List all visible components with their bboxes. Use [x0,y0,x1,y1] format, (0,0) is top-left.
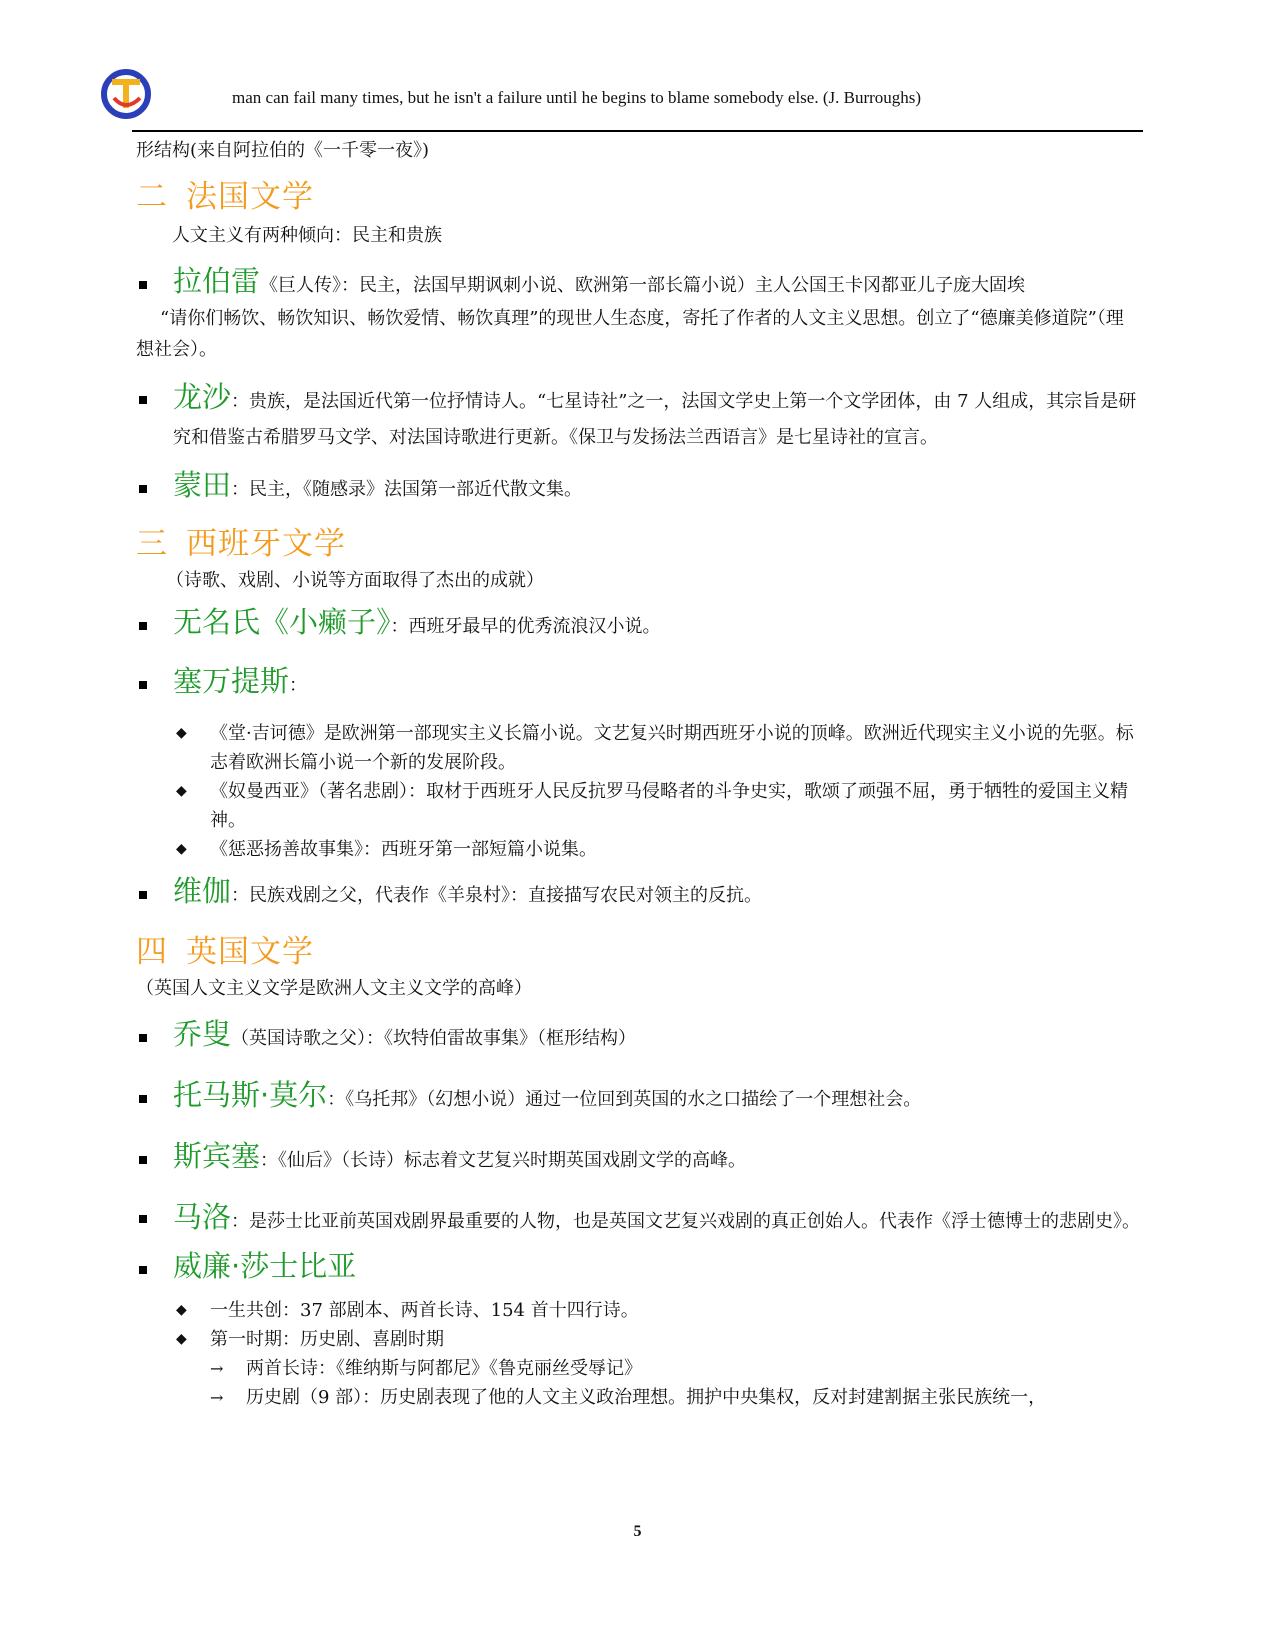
top-line: 形结构(来自阿拉伯的《一千零一夜》) [136,140,430,161]
work-text: 《堂·吉诃德》是欧洲第一部现实主义长篇小说。文艺复兴时期西班牙小说的顶峰。欧洲近代现实主义小说的先驱。标志着欧洲长篇小说一个新的发展阶段。 [210,723,1134,773]
section-title-text: 法国文学 [186,179,314,215]
work-text: 《惩恶扬善故事集》：西班牙第一部短篇小说集。 [210,839,597,860]
diamond-bullet-icon: ◆ [176,1302,187,1318]
author-name: 维伽 [173,874,232,908]
item-text: （英国诗歌之父）：《坎特伯雷故事集》（框形结构） [231,1028,637,1049]
author-name: 无名氏《小癞子》 [173,605,391,639]
section-intro: 人文主义有两种倾向：民主和贵族 [172,225,442,246]
item-text: ： [289,675,308,696]
work-text: 历史剧（9 部）：历史剧表现了他的人文主义政治理想。拥护中央集权，反对封建割据主张民族统一， [246,1387,1047,1408]
list-item [136,1139,1141,1178]
section-intro: （诗歌、戏剧、小说等方面取得了杰出的成就） [166,570,544,591]
list-item [136,719,1141,777]
square-bullet-icon [139,1215,147,1223]
list-item [136,777,1141,835]
square-bullet-icon [139,891,147,899]
section-number: 四 [136,934,168,970]
author-name: 托马斯·莫尔 [173,1078,328,1112]
square-bullet-icon [139,1034,147,1042]
header-rule [132,130,1143,132]
item-text: ：《仙后》（长诗）标志着文艺复兴时期英国戏剧文学的高峰。 [260,1150,747,1171]
section-title-text: 英国文学 [186,934,314,970]
diamond-bullet-icon: ◆ [176,725,187,741]
list-item [136,1017,1141,1056]
page-number: 5 [633,1523,642,1540]
section-title-spain [136,525,1141,563]
page-content [136,138,1141,1412]
square-bullet-icon [139,1156,147,1164]
item-text: ：民主，《随感录》法国第一部近代散文集。 [231,479,583,500]
cervantes-works [136,719,1141,864]
square-bullet-icon [139,281,147,289]
author-name: 威廉·莎士比亚 [173,1249,357,1283]
square-bullet-icon [139,396,147,404]
header-quote: man can fail many times, but he isn't a failure until he begins to blame somebody else. (J. Burroughs) [232,88,922,107]
author-name: 蒙田 [173,468,232,502]
work-text: 一生共创：37 部剧本、两首长诗、154 首十四行诗。 [210,1300,639,1321]
work-text: 第一时期：历史剧、喜剧时期 [210,1329,444,1350]
section-title-england [136,933,1141,971]
list-item [136,835,1141,864]
author-name: 龙沙 [173,380,232,414]
diamond-bullet-icon: ◆ [176,783,187,799]
list-item [136,664,1141,703]
item-continuation: “请你们畅饮、畅饮知识、畅饮爱情、畅饮真理”的现世人生态度，寄托了作者的人文主义思想。创立了“德廉美修道院”（理想社会）。 [136,308,1124,360]
author-name: 斯宾塞 [173,1139,261,1173]
item-text: ：是莎士比亚前英国戏剧界最重要的人物，也是英国文艺复兴戏剧的真正创始人。代表作《浮士德博士的悲剧史》。 [231,1211,1141,1232]
author-name: 塞万提斯 [173,664,290,698]
list-item [136,264,1141,303]
square-bullet-icon [139,622,147,630]
list-item [136,379,1141,456]
list-item [136,1249,1141,1288]
list-item [136,1354,1141,1383]
arrow-bullet-icon: → [210,1388,224,1407]
work-text: 《奴曼西亚》（著名悲剧）：取材于西班牙人民反抗罗马侵略者的斗争史实，歌颂了顽强不屈，勇于牺牲的爱国主义精神。 [210,781,1128,831]
list-item [136,1383,1141,1412]
section-number: 二 [136,179,168,215]
arrow-bullet-icon: → [210,1359,224,1378]
author-name: 马洛 [173,1200,232,1234]
item-text: ：贵族，是法国近代第一位抒情诗人。“七星诗社”之一，法国文学史上第一个文学团体，由 7 人组成，其宗旨是研究和借鉴古希腊罗马文学、对法国诗歌进行更新。《保卫与发扬法兰西语言》是七星诗社的宣言。 [173,391,1137,448]
section-title-text: 西班牙文学 [186,526,346,562]
square-bullet-icon [139,681,147,689]
list-item [136,468,1141,507]
item-text: ：民族戏剧之父，代表作《羊泉村》：直接描写农民对领主的反抗。 [231,885,763,906]
section-title-france [136,178,1141,216]
list-item [136,874,1141,913]
section-number: 三 [136,526,168,562]
square-bullet-icon [139,1095,147,1103]
author-name: 拉伯雷 [173,264,261,298]
list-item [136,1325,1141,1354]
diamond-bullet-icon: ◆ [176,1331,187,1347]
shakespeare-list [136,1296,1141,1412]
item-text: 《巨人传》：民主，法国早期讽刺小说、欧洲第一部长篇小说）主人公国王卡冈都亚儿子庞大固埃 [260,275,1026,296]
square-bullet-icon [139,1266,147,1274]
list-item [136,1296,1141,1325]
item-text: ：西班牙最早的优秀流浪汉小说。 [390,616,661,637]
item-text: ：《乌托邦》（幻想小说）通过一位回到英国的水之口描绘了一个理想社会。 [327,1089,922,1110]
list-item [136,1198,1141,1241]
list-item [136,605,1141,644]
diamond-bullet-icon: ◆ [176,841,187,857]
author-name: 乔叟 [173,1017,232,1051]
section-intro: （英国人文主义文学是欧洲人文主义文学的高峰） [136,978,532,999]
logo-icon [100,68,152,120]
square-bullet-icon [139,485,147,493]
work-text: 两首长诗：《维纳斯与阿都尼》《鲁克丽丝受辱记》 [246,1358,642,1379]
list-item [136,1078,1141,1117]
